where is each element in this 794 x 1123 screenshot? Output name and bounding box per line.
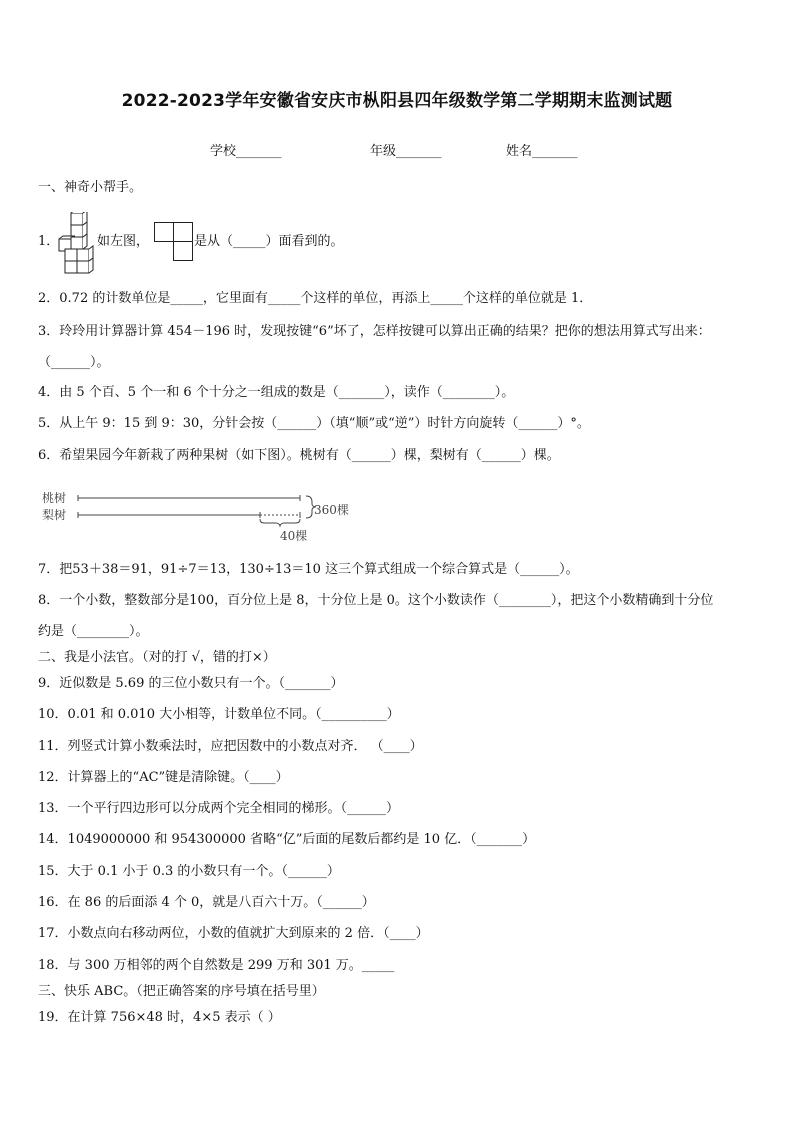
question-4: 4．由 5 个百、5 个一和 6 个十分之一组成的数是（_______），读作（________）。	[38, 385, 515, 400]
question-12: 12．计算器上的“AC”键是清除键。（____）	[38, 770, 289, 785]
question-17: 17．小数点向右移动两位，小数的值就扩大到原来的 2 倍．（____）	[38, 926, 429, 941]
question-18: 18．与 300 万相邻的两个自然数是 299 万和 301 万。_____	[38, 958, 395, 973]
question-1-text-b: 是从（_____）面看到的。	[194, 234, 344, 249]
question-1-text-a: 如左图，	[97, 234, 150, 249]
question-8: 8．一个小数，整数部分是100，百分位上是 8，十分位上是 0。这个小数读作（________），把这个小数精确到十分位	[38, 593, 714, 608]
question-11: 11．列竖式计算小数乘法时，应把因数中的小数点对齐． （____）	[38, 739, 423, 754]
section-2-heading: 二、我是小法官。（对的打 √，错的打×）	[38, 650, 276, 665]
page-title: 2022-2023学年安徽省安庆市枞阳县四年级数学第二学期期末监测试题	[121, 91, 673, 111]
difference-label: 40棵	[280, 529, 308, 543]
question-3: 3．玲玲用计算器计算 454－196 时，发现按键“6”坏了，怎样按键可以算出正确的结果？把你的想法用算式写出来：	[38, 324, 711, 339]
school-field: 学校_______	[210, 144, 282, 159]
question-6: 6．希望果园今年新栽了两种果树（如下图）。桃树有（______）棵，梨树有（______）棵。	[38, 448, 560, 463]
question-1-number: 1．	[38, 234, 60, 249]
question-8-cont: 约是（________）。	[38, 624, 149, 639]
section-1-heading: 一、神奇小帮手。	[38, 180, 143, 195]
pear-tree-label: 梨树	[42, 508, 67, 522]
question-15: 15．大于 0.1 小于 0.3 的小数只有一个。（______）	[38, 864, 340, 879]
question-2: 2．0.72 的计数单位是_____，它里面有_____个这样的单位，再添上_____个这样的单位就是 1．	[38, 291, 593, 306]
question-10: 10．0.01 和 0.010 大小相等，计数单位不同。（__________）	[38, 707, 400, 722]
name-field: 姓名_______	[506, 144, 578, 159]
question-3-answer: （______）。	[38, 355, 110, 370]
cube-stack-figure	[55, 212, 97, 274]
section-3-heading: 三、快乐 ABC。（把正确答案的序号填在括号里）	[38, 984, 325, 999]
question-9: 9．近似数是 5.69 的三位小数只有一个。（_______）	[38, 676, 344, 691]
question-16: 16．在 86 的后面添 4 个 0，就是八百六十万。（______）	[38, 895, 375, 910]
question-7: 7．把53＋38＝91，91÷7＝13，130÷13＝10 这三个算式组成一个综合算式是（______）。	[38, 562, 579, 577]
question-19: 19．在计算 756×48 时，4×5 表示（ ）	[38, 1010, 281, 1025]
total-trees-label: 360棵	[314, 503, 349, 517]
grade-field: 年级_______	[370, 144, 442, 159]
peach-tree-label: 桃树	[42, 491, 67, 505]
question-14: 14．1049000000 和 954300000 省略“亿”后面的尾数后都约是 10 亿．（_______）	[38, 832, 536, 847]
tree-count-figure	[42, 486, 372, 548]
view-grid-figure	[154, 222, 194, 262]
question-13: 13．一个平行四边形可以分成两个完全相同的梯形。（______）	[38, 801, 400, 816]
question-5: 5．从上午 9：15 到 9：30，分针会按（______）（填“顺”或“逆”）时针方向旋转（______）°。	[38, 416, 590, 431]
